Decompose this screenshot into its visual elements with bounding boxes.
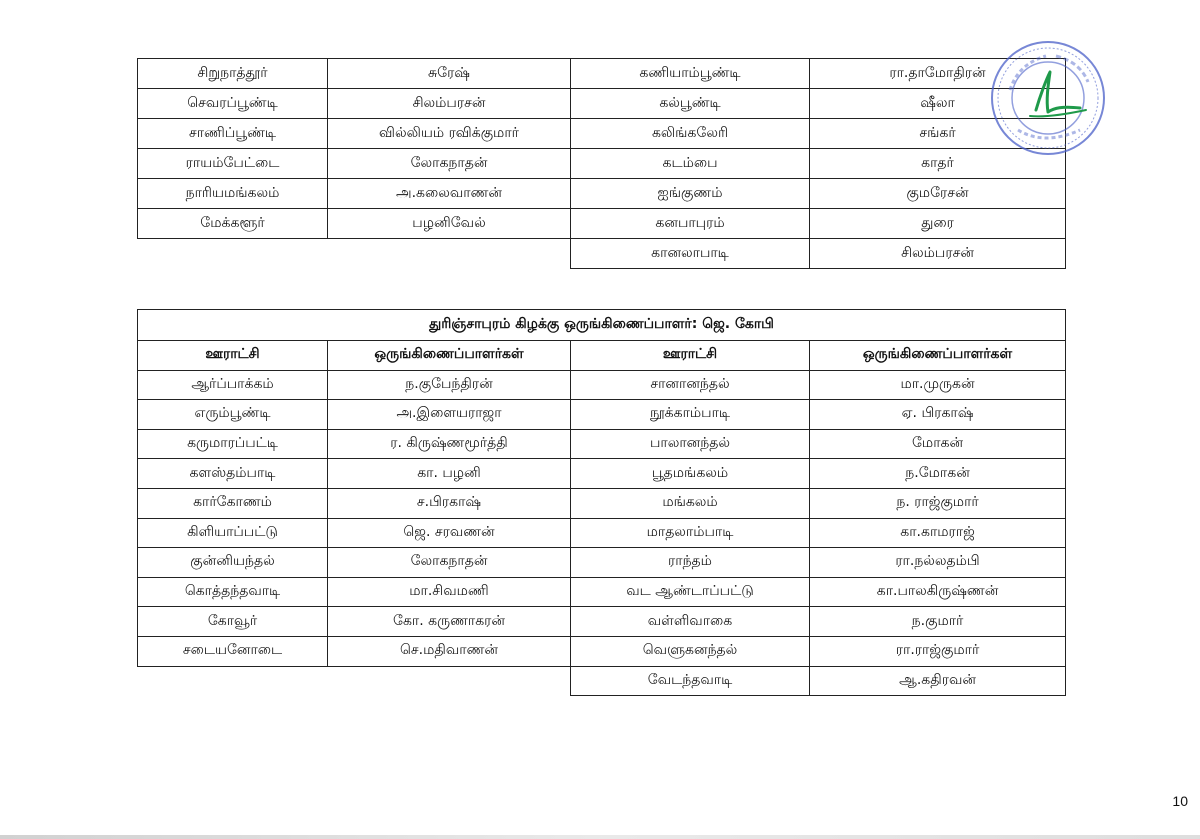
- coordinator-cell: லோகநாதன்: [328, 548, 571, 578]
- column-header-coordinators: ஒருங்கிணைப்பாளர்கள்: [328, 341, 571, 371]
- panchayat-cell: வட ஆண்டாப்பட்டு: [571, 577, 810, 607]
- coordinator-cell: ஏ. பிரகாஷ்: [810, 400, 1066, 430]
- column-header-panchayat: ஊராட்சி: [138, 341, 328, 371]
- coordinator-cell: துரை: [810, 209, 1066, 239]
- panchayat-cell: ராந்தம்: [571, 548, 810, 578]
- page-number: 10: [1172, 793, 1188, 809]
- table-row: [138, 89, 1066, 119]
- table-row: [138, 459, 1066, 489]
- panchayat-cell: பாலானந்தல்: [571, 429, 810, 459]
- panchayat-cell: சாணிப்பூண்டி: [138, 119, 328, 149]
- coordinator-cell: ந. ராஜ்குமார்: [810, 488, 1066, 518]
- coordinator-cell: சிலம்பரசன்: [810, 239, 1066, 269]
- thurinjapuram-east-table: [137, 309, 1066, 696]
- panchayat-cell: சிறுநாத்தூர்: [138, 59, 328, 89]
- panchayat-cell: கடம்பை: [571, 149, 810, 179]
- panchayat-cell: நாரியமங்கலம்: [138, 179, 328, 209]
- coordinator-cell: கோ. கருணாகரன்: [328, 607, 571, 637]
- panchayat-cell: குன்னியந்தல்: [138, 548, 328, 578]
- coordinator-cell: செ.மதிவாணன்: [328, 636, 571, 666]
- panchayat-cell: கொத்தந்தவாடி: [138, 577, 328, 607]
- coordinator-cell: ஆ.கதிரவன்: [810, 666, 1066, 696]
- table-row: [138, 518, 1066, 548]
- coordinator-cell: ரா.தாமோதிரன்: [810, 59, 1066, 89]
- empty-cell: [138, 239, 571, 269]
- coordinator-cell: மா.முருகன்: [810, 370, 1066, 400]
- table-row: [138, 429, 1066, 459]
- table-row: [138, 119, 1066, 149]
- coordinator-cell: கா. பழனி: [328, 459, 571, 489]
- panchayat-cell: மங்கலம்: [571, 488, 810, 518]
- table-row: [138, 488, 1066, 518]
- table-row: [138, 59, 1066, 89]
- coordinator-cell: ச.பிரகாஷ்: [328, 488, 571, 518]
- panchayat-cell: களஸ்தம்பாடி: [138, 459, 328, 489]
- panchayat-cell: ஆர்ப்பாக்கம்: [138, 370, 328, 400]
- panchayat-cell: சானானந்தல்: [571, 370, 810, 400]
- table-row: [138, 239, 1066, 269]
- table-title: துரிஞ்சாபுரம் கிழக்கு ஒருங்கிணைப்பாளர்: ஜெ. கோபி: [138, 310, 1066, 341]
- empty-cell: [138, 666, 571, 696]
- table-row: [138, 209, 1066, 239]
- table-row: [138, 577, 1066, 607]
- coordinator-cell: ஜெ. சரவணன்: [328, 518, 571, 548]
- coordinator-cell: மோகன்: [810, 429, 1066, 459]
- panchayat-cell: கல்பூண்டி: [571, 89, 810, 119]
- coordinator-cell: சங்கர்: [810, 119, 1066, 149]
- coordinator-cell: கா.காமராஜ்: [810, 518, 1066, 548]
- panchayat-cell: மேக்களூர்: [138, 209, 328, 239]
- top-coordinators-table: [137, 58, 1066, 269]
- panchayat-cell: ஐங்குணம்: [571, 179, 810, 209]
- column-header-coordinators: ஒருங்கிணைப்பாளர்கள்: [810, 341, 1066, 371]
- coordinator-cell: ரா.நல்லதம்பி: [810, 548, 1066, 578]
- panchayat-cell: கனபாபுரம்: [571, 209, 810, 239]
- table-row: [138, 636, 1066, 666]
- panchayat-cell: பூதமங்கலம்: [571, 459, 810, 489]
- table-row: [138, 607, 1066, 637]
- table-row: [138, 666, 1066, 696]
- panchayat-cell: மாதலாம்பாடி: [571, 518, 810, 548]
- panchayat-cell: வேடந்தவாடி: [571, 666, 810, 696]
- table-row: [138, 149, 1066, 179]
- panchayat-cell: கிளியாப்பட்டு: [138, 518, 328, 548]
- coordinator-cell: பழனிவேல்: [328, 209, 571, 239]
- coordinator-cell: அ.கலைவாணன்: [328, 179, 571, 209]
- panchayat-cell: கலிங்கலேரி: [571, 119, 810, 149]
- table-row: [138, 548, 1066, 578]
- scan-edge: [0, 835, 1200, 839]
- coordinator-cell: கா.பாலகிருஷ்ணன்: [810, 577, 1066, 607]
- panchayat-cell: கணியாம்பூண்டி: [571, 59, 810, 89]
- table-row: [138, 400, 1066, 430]
- coordinator-cell: லோகநாதன்: [328, 149, 571, 179]
- coordinator-cell: சுரேஷ்: [328, 59, 571, 89]
- panchayat-cell: வெளுகனந்தல்: [571, 636, 810, 666]
- panchayat-cell: கார்கோணம்: [138, 488, 328, 518]
- panchayat-cell: செவரப்பூண்டி: [138, 89, 328, 119]
- panchayat-cell: ராயம்பேட்டை: [138, 149, 328, 179]
- coordinator-cell: வில்லியம் ரவிக்குமார்: [328, 119, 571, 149]
- coordinator-cell: ந.மோகன்: [810, 459, 1066, 489]
- coordinator-cell: ந.குபேந்திரன்: [328, 370, 571, 400]
- coordinator-cell: ரா.ராஜ்குமார்: [810, 636, 1066, 666]
- panchayat-cell: கோவூர்: [138, 607, 328, 637]
- header-row: [138, 341, 1066, 371]
- coordinator-cell: ஷீலா: [810, 89, 1066, 119]
- panchayat-cell: நூக்காம்பாடி: [571, 400, 810, 430]
- panchayat-cell: எரும்பூண்டி: [138, 400, 328, 430]
- coordinator-cell: ர. கிருஷ்ணமூர்த்தி: [328, 429, 571, 459]
- panchayat-cell: கருமாரப்பட்டி: [138, 429, 328, 459]
- panchayat-cell: வள்ளிவாகை: [571, 607, 810, 637]
- coordinator-cell: ந.குமார்: [810, 607, 1066, 637]
- table-row: [138, 370, 1066, 400]
- coordinator-cell: அ.இளையராஜா: [328, 400, 571, 430]
- panchayat-cell: கானலாபாடி: [571, 239, 810, 269]
- coordinator-cell: மா.சிவமணி: [328, 577, 571, 607]
- table-row: [138, 179, 1066, 209]
- coordinator-cell: சிலம்பரசன்: [328, 89, 571, 119]
- coordinator-cell: காதர்: [810, 149, 1066, 179]
- seal-with-signature-icon: [988, 38, 1108, 158]
- column-header-panchayat: ஊராட்சி: [571, 341, 810, 371]
- panchayat-cell: சடையனோடை: [138, 636, 328, 666]
- coordinator-cell: குமரேசன்: [810, 179, 1066, 209]
